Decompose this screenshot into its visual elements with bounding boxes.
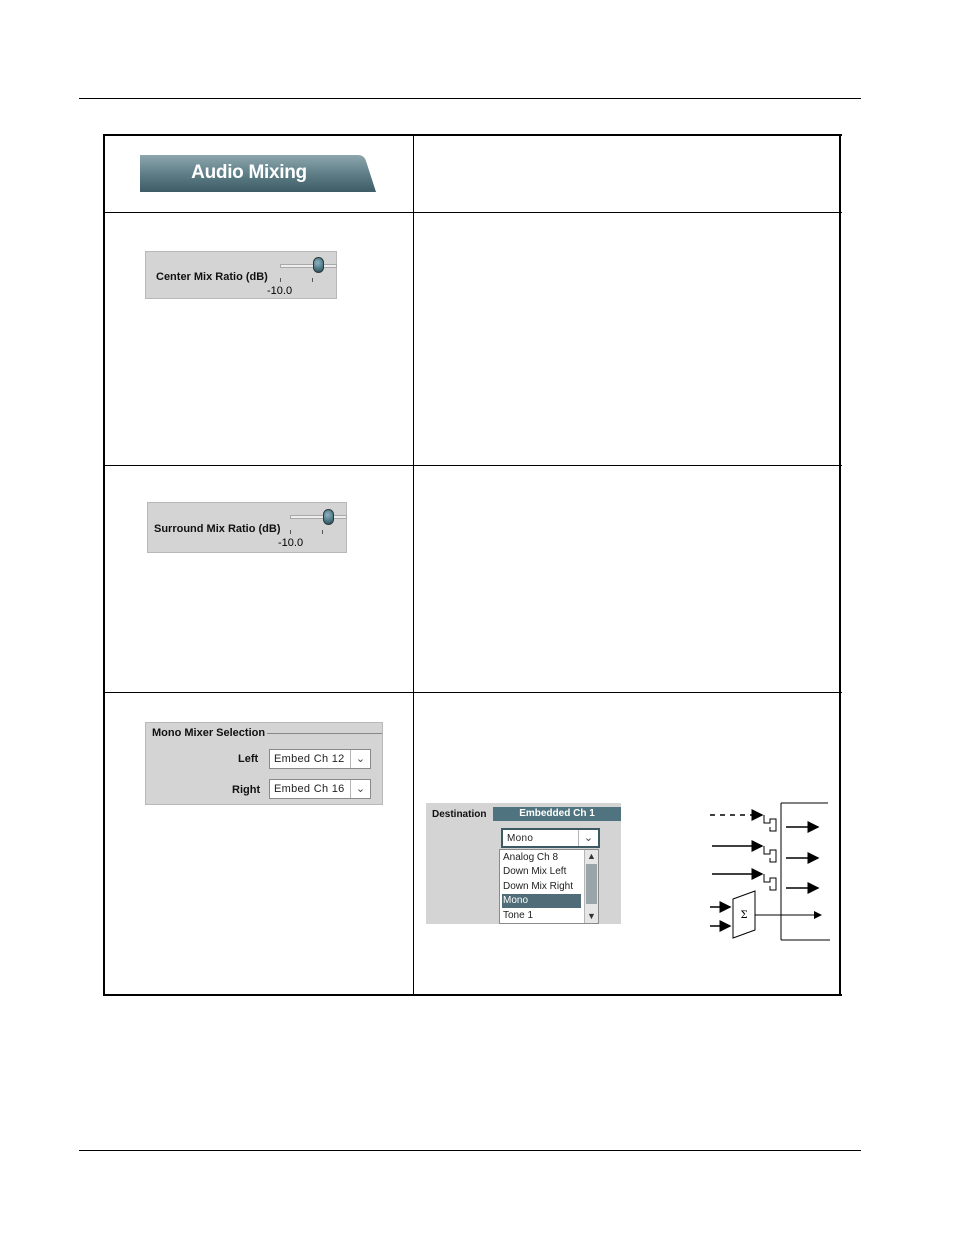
surround-mix-panel (147, 502, 347, 553)
list-item-selected[interactable]: Mono (502, 894, 581, 908)
list-item[interactable]: Down Mix Left (503, 866, 567, 877)
center-mix-value: -10.0 (267, 285, 293, 297)
right-select-value: Embed Ch 16 (274, 783, 345, 795)
destination-panel (426, 803, 621, 924)
left-label: Left (238, 753, 259, 765)
surround-mix-label: Surround Mix Ratio (dB) (154, 523, 281, 535)
audio-mixing-tab[interactable] (140, 155, 376, 192)
sum-symbol: Σ (740, 910, 748, 921)
surround-mix-slider-knob[interactable] (323, 509, 334, 525)
center-mix-slider-track[interactable] (280, 264, 337, 268)
tick-mark (280, 278, 281, 282)
chevron-down-icon[interactable]: ⌄ (350, 780, 370, 798)
chevron-down-icon[interactable]: ⌄ (578, 830, 598, 846)
surround-mix-slider-track[interactable] (290, 515, 347, 519)
group-divider (267, 733, 382, 734)
right-label: Right (232, 784, 261, 796)
destination-label: Destination (432, 809, 487, 820)
tick-mark (322, 530, 323, 534)
list-item[interactable]: Down Mix Right (503, 881, 574, 892)
scroll-down-icon[interactable]: ▼ (587, 911, 596, 921)
tab-label: Audio Mixing (191, 162, 307, 183)
footer-rule (79, 1150, 861, 1151)
destination-options-list[interactable] (499, 849, 599, 924)
scroll-thumb[interactable] (586, 864, 597, 904)
chevron-down-icon[interactable]: ⌄ (350, 750, 370, 768)
mono-mixer-panel (145, 722, 383, 805)
list-item[interactable]: Analog Ch 8 (503, 852, 559, 863)
tick-mark (312, 278, 313, 282)
list-item[interactable]: Tone 1 (503, 910, 534, 921)
list-scrollbar[interactable] (584, 850, 598, 923)
surround-mix-value: -10.0 (278, 537, 304, 549)
mono-mixer-title: Mono Mixer Selection (152, 727, 266, 739)
center-mix-label: Center Mix Ratio (dB) (156, 271, 268, 283)
header-rule (79, 98, 861, 99)
mono-mix-routing-diagram (700, 795, 840, 950)
center-mix-panel (145, 251, 337, 299)
center-mix-slider-knob[interactable] (313, 257, 324, 273)
destination-channel-header: Embedded Ch 1 (493, 807, 621, 821)
left-select[interactable] (269, 749, 371, 769)
tick-mark (290, 530, 291, 534)
destination-select[interactable] (501, 828, 600, 848)
left-select-value: Embed Ch 12 (274, 753, 345, 765)
destination-select-value: Mono (507, 833, 534, 844)
right-select[interactable] (269, 779, 371, 799)
scroll-up-icon[interactable]: ▲ (587, 851, 596, 861)
